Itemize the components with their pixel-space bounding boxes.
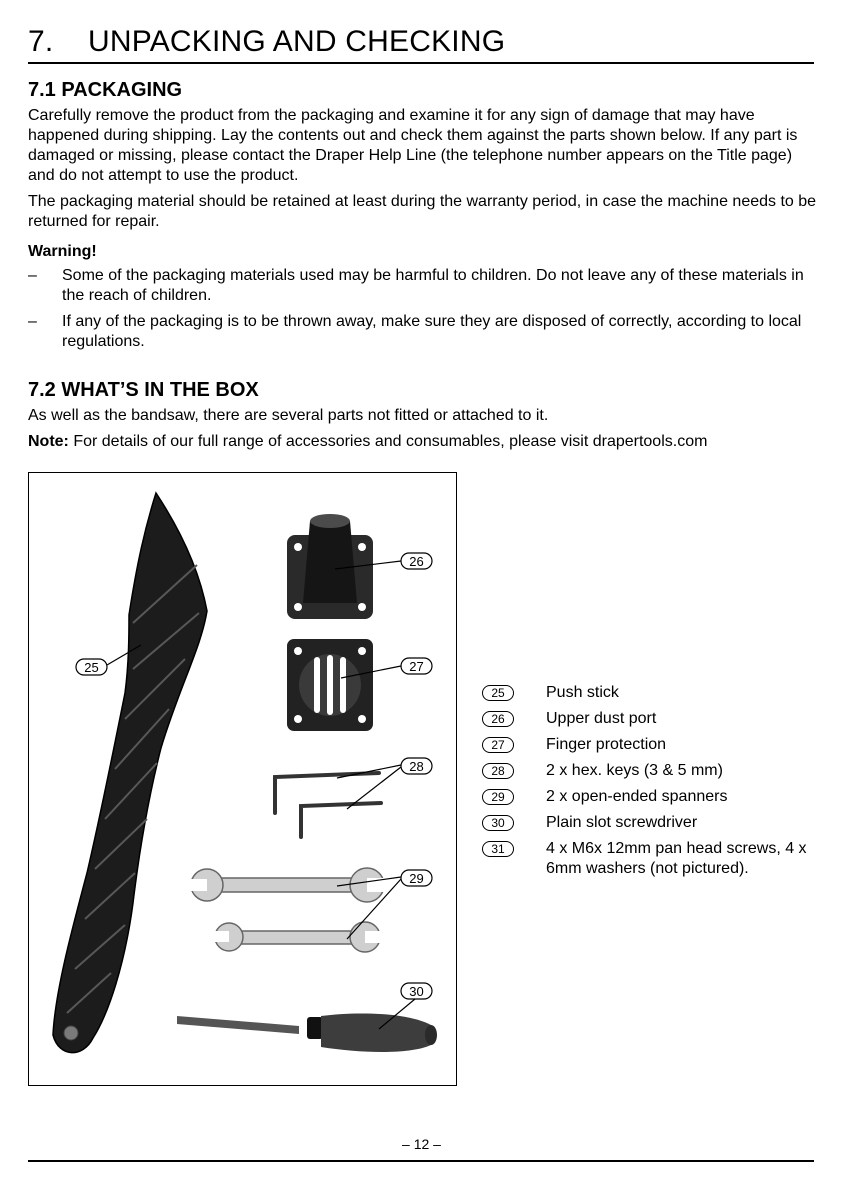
legend-number-badge: 26 — [482, 711, 514, 727]
note-text: For details of our full range of accessories and consumables, please visit drapertools.com — [68, 433, 708, 450]
dash-bullet: – — [28, 313, 37, 330]
legend-number-badge: 31 — [482, 841, 514, 857]
footer-rule — [28, 1160, 814, 1162]
chapter-name: UNPACKING AND CHECKING — [88, 25, 506, 58]
legend-number-badge: 29 — [482, 789, 514, 805]
screwdriver-illustration — [177, 1013, 437, 1052]
hex-keys-illustration — [275, 773, 381, 837]
warning-title: Warning! — [28, 243, 97, 260]
legend-item — [480, 761, 820, 781]
legend-item — [480, 787, 820, 807]
legend-text: Finger protection — [546, 736, 667, 753]
warning-text: If any of the packaging is to be thrown away, make sure they are disposed of correctly, according to local regulations. — [62, 313, 802, 350]
callout-25 — [76, 659, 107, 675]
warning-text: Some of the packaging materials used may be harmful to children. Do not leave any of these materials in the reach of children. — [62, 267, 804, 304]
legend-text: 2 x hex. keys (3 & 5 mm) — [546, 762, 723, 779]
legend-item — [480, 709, 820, 729]
section-heading-packaging: 7.1 PACKAGING — [28, 79, 183, 101]
warning-item — [28, 312, 818, 352]
parts-legend — [480, 683, 820, 885]
legend-text: Plain slot screwdriver — [546, 814, 698, 831]
legend-number-badge: 30 — [482, 815, 514, 831]
spanners-illustration — [187, 868, 389, 952]
legend-text: 4 x M6x 12mm pan head screws, 4 x 6mm washers (not pictured). — [546, 840, 807, 877]
box-section — [28, 406, 818, 458]
box-intro: As well as the bandsaw, there are several parts not fitted or attached to it. — [28, 407, 549, 424]
page-number: – 12 – — [402, 1136, 441, 1152]
callout-28 — [401, 758, 432, 774]
callout-29 — [401, 870, 432, 886]
callout-label: 29 — [409, 871, 424, 886]
packaging-paragraph-2: The packaging material should be retained at least during the warranty period, in case the machine needs to be returned for repair. — [28, 193, 817, 230]
callout-27 — [401, 658, 432, 674]
legend-text: Upper dust port — [546, 710, 657, 727]
legend-number-badge: 28 — [482, 763, 514, 779]
legend-item — [480, 813, 820, 833]
packaging-section — [28, 106, 818, 358]
legend-number-badge: 27 — [482, 737, 514, 753]
push-stick-illustration — [53, 493, 207, 1053]
callout-label: 30 — [409, 984, 424, 999]
parts-illustration — [29, 473, 457, 1086]
parts-figure — [28, 472, 457, 1086]
callout-label: 27 — [409, 659, 424, 674]
chapter-title — [28, 26, 814, 64]
legend-item — [480, 839, 820, 879]
note-label: Note: — [28, 433, 69, 450]
legend-number-badge: 25 — [482, 685, 514, 701]
legend-text: 2 x open-ended spanners — [546, 788, 728, 805]
legend-text: Push stick — [546, 684, 619, 701]
dash-bullet: – — [28, 267, 37, 284]
chapter-number: 7. — [28, 25, 54, 58]
finger-protection-illustration — [287, 639, 373, 731]
callout-label: 26 — [409, 554, 424, 569]
box-note — [28, 432, 818, 452]
packaging-paragraph-1: Carefully remove the product from the packaging and examine it for any sign of damage that may have happened during shipping. Lay the contents out and check them against the parts shown below. If any part is damaged or missing, please contact the Draper Help Line (the telephone number appears on the Title page) and do not attempt to use the product. — [28, 107, 798, 184]
section-heading-box: 7.2 WHAT’S IN THE BOX — [28, 379, 259, 401]
callout-label: 28 — [409, 759, 424, 774]
legend-item — [480, 735, 820, 755]
callout-26 — [401, 553, 432, 569]
warning-item — [28, 266, 818, 306]
callout-label: 25 — [84, 660, 99, 675]
legend-item — [480, 683, 820, 703]
callout-30 — [401, 983, 432, 999]
